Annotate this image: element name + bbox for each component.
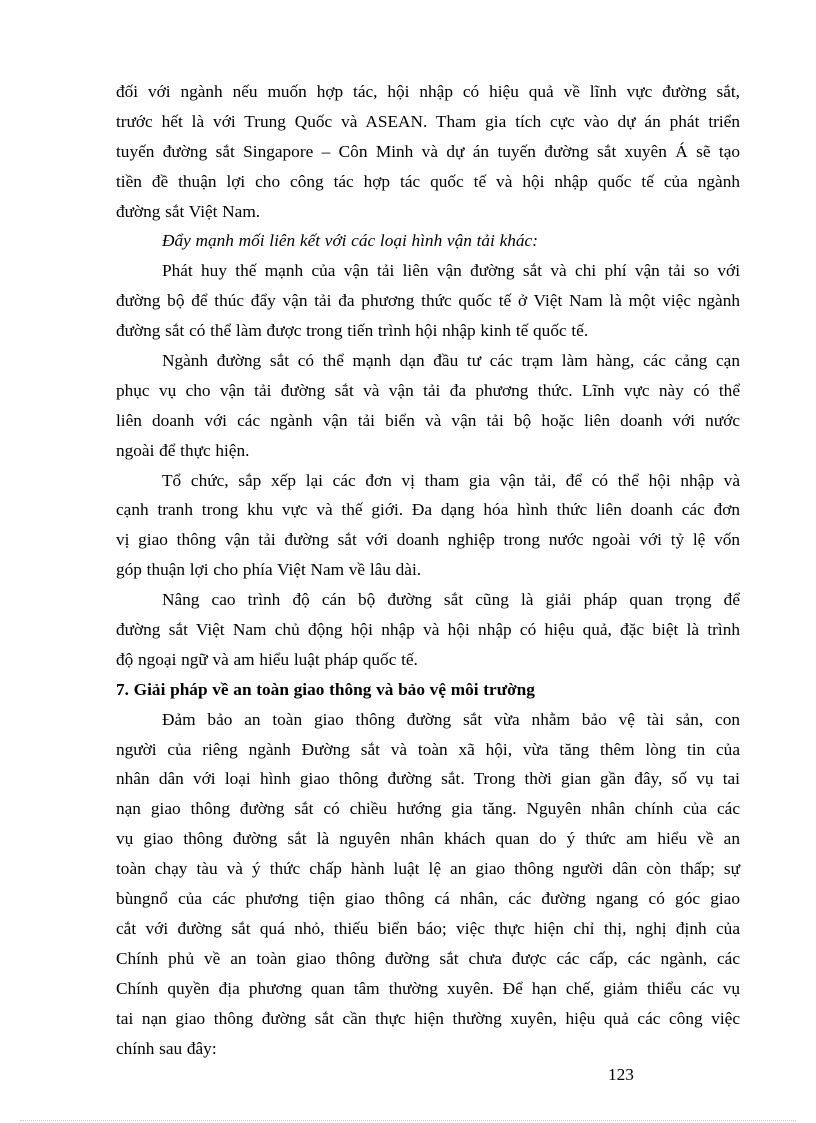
text-line: nhân dân với loại hình giao thông đường sắt. Trong thời gian gần đây, số vụ tai	[116, 769, 740, 789]
heading-text: 7. Giải pháp về an toàn giao thông và bảo vệ môi trường	[116, 679, 535, 699]
paragraph	[116, 346, 740, 466]
section-heading	[116, 675, 740, 705]
text-line: Chính phủ về an toàn giao thông đường sắt chưa được các cấp, các ngành, các	[116, 948, 740, 968]
page-bottom-border	[20, 1120, 796, 1121]
text-line: Đẩy mạnh mối liên kết với các loại hình vận tải khác:	[162, 231, 538, 251]
text-line: đường sắt Việt Nam.	[116, 201, 261, 221]
document-page	[116, 77, 740, 1063]
text-line: chính sau đây:	[116, 1038, 217, 1058]
text-line: tuyến đường sắt Singapore – Côn Minh và dự án tuyến đường sắt xuyên Á sẽ tạo	[116, 141, 740, 161]
text-line: nạn giao thông đường sắt có chiều hướng gia tăng. Nguyên nhân chính của các	[116, 799, 740, 819]
text-line: Nâng cao trình độ cán bộ đường sắt cũng là giải pháp quan trọng để	[162, 590, 740, 610]
text-line: Phát huy thế mạnh của vận tải liên vận đường sắt và chi phí vận tải so với	[162, 261, 740, 281]
page-number: 123	[608, 1065, 634, 1084]
text-line: ngoài để thực hiện.	[116, 440, 250, 460]
text-line: liên doanh với các ngành vận tải biển và vận tải bộ hoặc liên doanh với nước	[116, 410, 740, 430]
paragraph	[116, 585, 740, 675]
text-line: đường bộ để thúc đẩy vận tải đa phương thức quốc tế ở Việt Nam là một việc ngành	[116, 291, 740, 311]
paragraph	[116, 77, 740, 226]
text-line: cắt với đường sắt quá nhỏ, thiếu biển báo; việc thực hiện chỉ thị, nghị định của	[116, 918, 740, 938]
italic-subheading	[116, 226, 740, 256]
text-line: Tổ chức, sắp xếp lại các đơn vị tham gia vận tải, để có thể hội nhập và	[162, 470, 740, 490]
text-line: đường sắt Việt Nam chủ động hội nhập và hội nhập có hiệu quả, đặc biệt là trình	[116, 620, 740, 640]
text-line: cạnh tranh trong khu vực và thế giới. Đa dạng hóa hình thức liên doanh các đơn	[116, 500, 740, 520]
paragraph	[116, 705, 740, 1064]
text-line: bùngnổ của các phương tiện giao thông cá nhân, các đường ngang có góc giao	[116, 889, 740, 909]
text-line: góp thuận lợi cho phía Việt Nam về lâu dài.	[116, 560, 422, 580]
text-line: Ngành đường sắt có thể mạnh dạn đầu tư các trạm làm hàng, các cảng cạn	[162, 351, 740, 371]
text-line: đối với ngành nếu muốn hợp tác, hội nhập có hiệu quả về lĩnh vực đường sắt,	[116, 82, 740, 101]
text-line: tiền đề thuận lợi cho công tác hợp tác quốc tế và hội nhập quốc tế của ngành	[116, 171, 740, 191]
text-line: Đảm bảo an toàn giao thông đường sắt vừa nhằm bảo vệ tài sản, con	[162, 709, 740, 729]
paragraph	[116, 466, 740, 586]
text-line: toàn chạy tàu và ý thức chấp hành luật lệ an giao thông người dân còn thấp; sự	[116, 859, 740, 879]
text-line: đường sắt có thể làm được trong tiến trình hội nhập kinh tế quốc tế.	[116, 321, 589, 341]
text-line: người của riêng ngành Đường sắt và toàn xã hội, vừa tăng thêm lòng tin của	[116, 739, 740, 759]
text-line: trước hết là với Trung Quốc và ASEAN. Tham gia tích cực vào dự án phát triển	[116, 111, 740, 131]
paragraph	[116, 256, 740, 346]
text-line: độ ngoại ngữ và am hiểu luật pháp quốc tế.	[116, 649, 418, 669]
text-line: tai nạn giao thông đường sắt cần thực hiện thường xuyên, hiệu quả các công việc	[116, 1008, 740, 1028]
text-line: vụ giao thông đường sắt là nguyên nhân khách quan do ý thức am hiểu về an	[116, 829, 740, 849]
text-line: vị giao thông vận tải đường sắt với doanh nghiệp trong nước ngoài với tỷ lệ vốn	[116, 530, 740, 550]
text-line: phục vụ cho vận tải đường sắt và vận tải đa phương thức. Lĩnh vực này có thể	[116, 380, 740, 400]
text-line: Chính quyền địa phương quan tâm thường xuyên. Để hạn chế, giảm thiểu các vụ	[116, 978, 740, 998]
